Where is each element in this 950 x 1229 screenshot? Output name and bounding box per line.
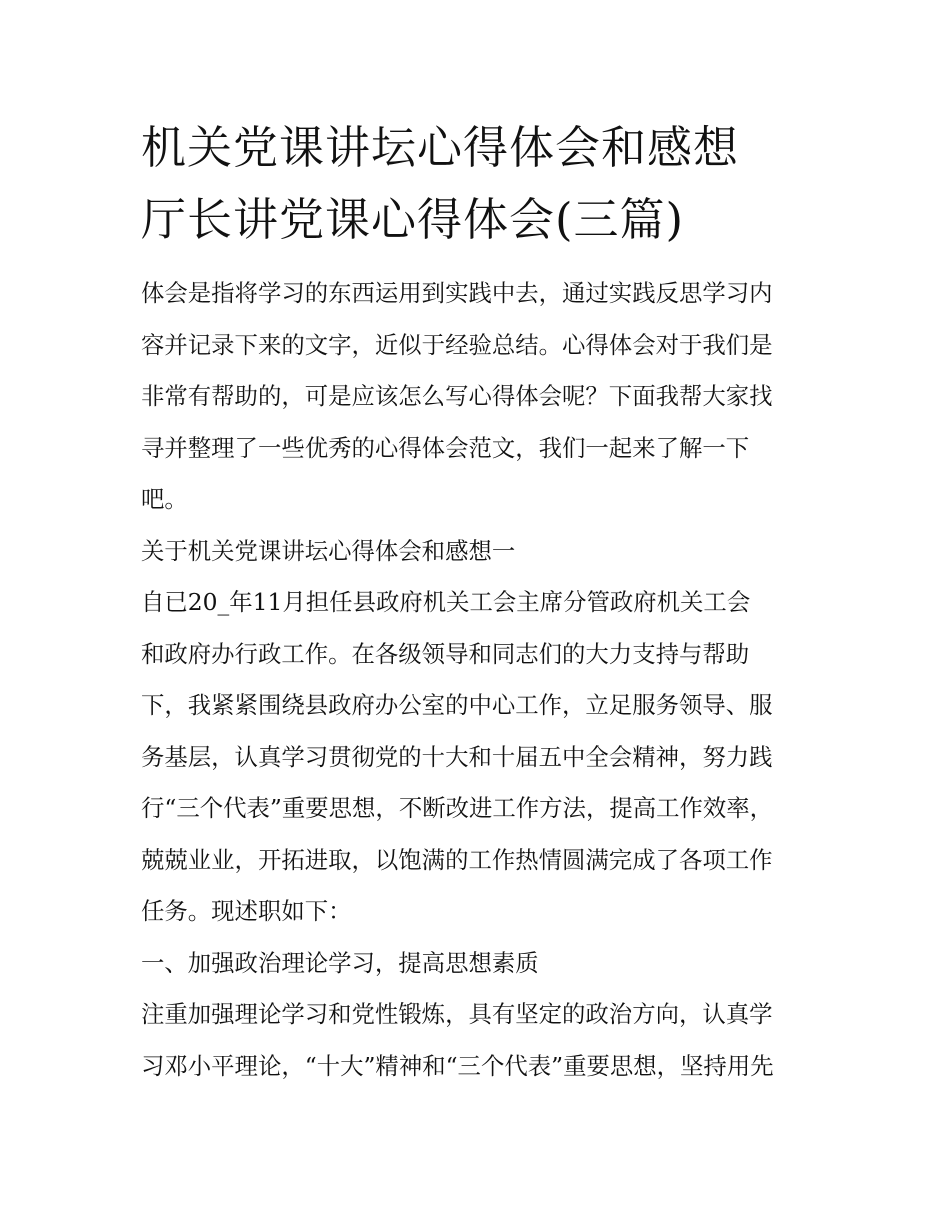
text-line: 习邓小平理论，“十大”精神和“三个代表”重要思想，坚持用先 <box>141 1051 774 1080</box>
text-line: 非常有帮助的，可是应该怎么写心得体会呢？下面我帮大家找 <box>141 382 773 410</box>
body-paragraph <box>141 577 821 938</box>
section-heading <box>141 526 821 578</box>
text-line: 自已20_年11月担任县政府机关工会主席分管政府机关工会 <box>141 588 751 616</box>
text-line: 注重加强理论学习和党性锻炼，具有坚定的政治方向，认真学 <box>141 1000 773 1028</box>
text-line: 行“三个代表”重要思想，不断改进工作方法，提高工作效率， <box>141 794 774 822</box>
text-line: 任务。现述职如下： <box>141 897 352 925</box>
section-heading-text: 关于机关党课讲坛心得体会和感想一 <box>141 536 516 565</box>
document-content <box>141 112 821 1092</box>
title-line: 厅长讲党课心得体会(三篇) <box>141 193 685 246</box>
text-line: 体会是指将学习的东西运用到实践中去，通过实践反思学习内 <box>141 279 773 307</box>
subheading <box>141 938 821 990</box>
subsection-paragraph <box>141 989 821 1092</box>
text-line: 下，我紧紧围绕县政府办公室的中心工作，立足服务领导、服 <box>141 691 773 719</box>
text-line: 容并记录下来的文字，近似于经验总结。心得体会对于我们是 <box>141 330 773 359</box>
intro-paragraph <box>141 268 821 526</box>
text-line: 寻并整理了一些优秀的心得体会范文，我们一起来了解一下 <box>141 433 750 462</box>
text-line: 务基层，认真学习贯彻党的十大和十届五中全会精神，努力践 <box>141 742 773 771</box>
text-line: 吧。 <box>141 485 188 513</box>
text-line: 和政府办行政工作。在各级领导和同志们的大力支持与帮助 <box>141 639 750 668</box>
document-title <box>141 112 821 256</box>
text-line: 兢兢业业，开拓进取，以饱满的工作热情圆满完成了各项工作 <box>141 845 773 874</box>
subheading-text: 一、加强政治理论学习，提高思想素质 <box>141 948 539 977</box>
title-line: 机关党课讲坛心得体会和感想 <box>141 121 740 174</box>
